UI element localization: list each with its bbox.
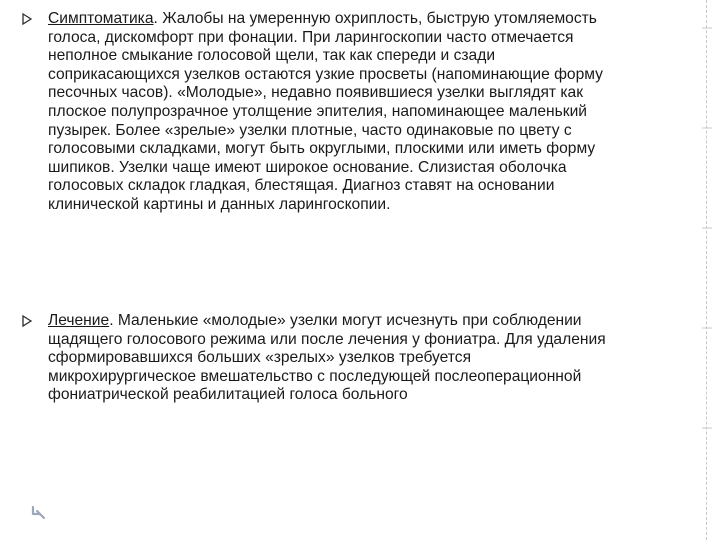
triangle-bullet-icon <box>22 10 48 25</box>
bullet-term: Лечение <box>48 312 110 329</box>
bullet-term: Симптоматика <box>48 10 154 27</box>
decorative-tick-marks <box>700 8 714 508</box>
bullet-text <box>48 10 622 215</box>
bullet-text <box>48 312 622 405</box>
triangle-bullet-icon <box>22 312 48 327</box>
double-chevron-icon <box>30 504 48 522</box>
bullet-item-treatment <box>22 312 622 405</box>
bullet-item-symptoms <box>22 10 622 215</box>
bullet-body: . Маленькие «молодые» узелки могут исчезнуть при соблюдении щадящего голосового режима или после лечения у фониатра. Для удаления сформировавшихся больших «зрелых» узелков требуется микрохирургическое вмешательство с последующей послеоперационной фониатрической реабилитацией голоса больного <box>48 312 606 404</box>
bullet-body: . Жалобы на умеренную охриплость, быструю утомляемость голоса, дискомфорт при фонации. При ларингоскопии часто отмечается неполное смыкание голосовой щели, так как спереди и сзади соприкасающихся узелков остаются узкие просветы (напоминающие форму песочных часов). «Молодые», недавно появившиеся узелки выглядят как плоское полупрозрачное утолщение эпителия, напоминающее маленький пузырек. Более «зрелые» узелки плотные, часто одинаковые по цвету с голосовыми складками, могут быть округлыми, плоскими или иметь форму шипиков. Узелки чаще имеют широкое основание. Слизистая оболочка голосовых складок гладкая, блестящая. Диагноз ставят на основании клинической картины и данных ларингоскопии. <box>48 10 603 213</box>
